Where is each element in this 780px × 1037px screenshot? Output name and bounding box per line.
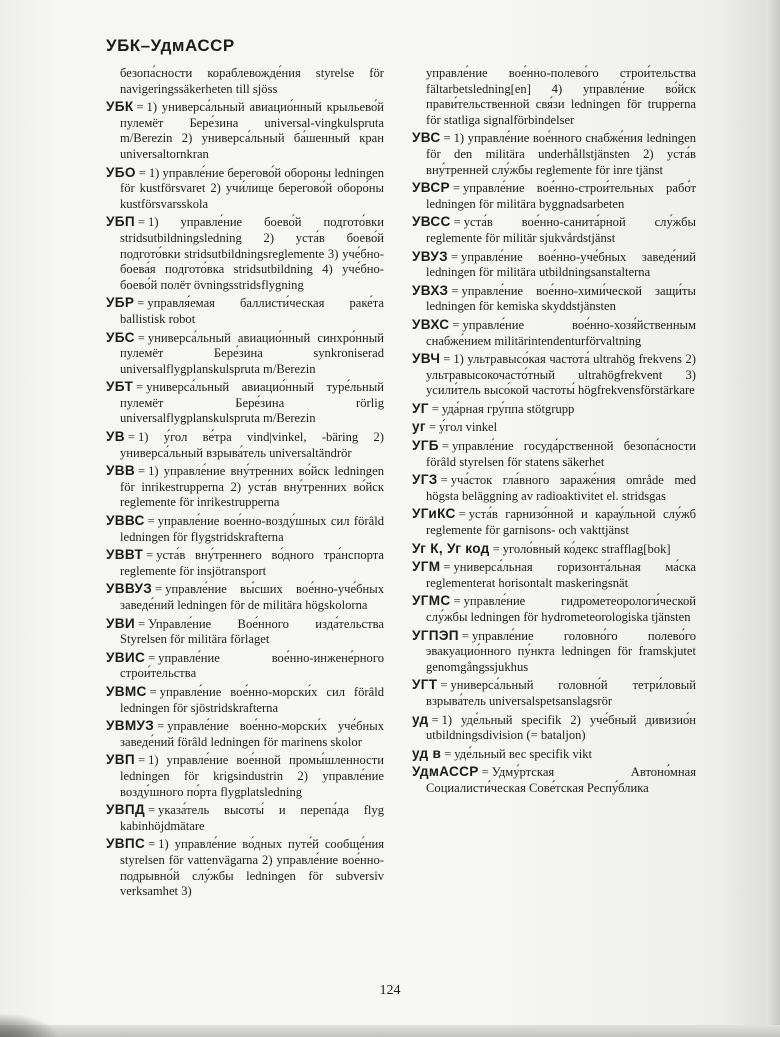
equals-sign: = xyxy=(137,753,146,768)
dictionary-entry xyxy=(412,66,696,128)
equals-sign: = xyxy=(148,650,156,665)
dictionary-entry xyxy=(106,684,384,716)
entry-abbreviation: УГЗ xyxy=(412,472,438,488)
entry-abbreviation: УВПД xyxy=(106,802,145,818)
entry-definition: Управле́ние Вое́нного изда́тельства Styrelsen för militära förlaget xyxy=(120,616,384,647)
entry-definition: безопа́сности кораблевожде́ния styrelse för navigeringssäkerheten till sjöss xyxy=(120,66,384,96)
equals-sign: = xyxy=(137,215,146,230)
dictionary-entry xyxy=(106,718,384,750)
equals-sign: = xyxy=(147,514,155,529)
entry-definition: управле́ние гидрометеорологи́ческой слу́жбы ledningen för hydrometeorologiska tjänsten xyxy=(426,594,696,624)
entry-abbreviation: Уг К, Уг код xyxy=(412,540,490,556)
dictionary-entry xyxy=(412,559,696,591)
equals-sign: = xyxy=(461,628,469,643)
entry-definition: указа́тель высоты́ и перепа́да flyg kabinhöjdmätare xyxy=(120,803,384,833)
entry-definition: управле́ние вое́нно-инжене́рного строи́тельства xyxy=(120,650,384,681)
entry-definition: уста́в вое́нно-санита́рной слу́жбы reglemente för militär sjukvårdstjänst xyxy=(426,215,696,245)
dictionary-entry xyxy=(106,463,384,511)
equals-sign: = xyxy=(137,296,145,311)
equals-sign: = xyxy=(428,420,436,435)
equals-sign: = xyxy=(147,803,156,818)
equals-sign: = xyxy=(431,712,439,727)
entry-definition: 1) у́гол ве́тра vind|vinkel, -bäring 2) универса́льный взрыва́тель universaltändrör xyxy=(120,430,384,460)
equals-sign: = xyxy=(481,765,489,780)
dictionary-entry xyxy=(412,712,696,744)
entry-abbreviation: УВСС xyxy=(412,214,451,230)
equals-sign: = xyxy=(451,283,459,298)
entry-definition: управле́ние вы́сших вое́нно-уче́бных заведе́ний ledningen för de militära högskolorna xyxy=(120,582,384,612)
dictionary-entry xyxy=(412,764,696,796)
dictionary-entry xyxy=(106,802,384,834)
page-bottom-shadow xyxy=(0,1025,780,1037)
running-header: УБК–УдмАССР xyxy=(106,36,235,55)
entry-definition: управле́ние вое́нно-морски́х сил förâld ledningen för sjöstridskrafterna xyxy=(120,684,384,715)
dictionary-entry xyxy=(412,628,696,676)
equals-sign: = xyxy=(136,380,144,395)
entry-abbreviation: УдмАССР xyxy=(412,764,479,780)
dictionary-entry xyxy=(106,99,384,162)
dictionary-entry xyxy=(412,472,696,504)
entry-definition: уста́в вну́треннего во́дного тра́нспорта reglemente för insjötransport xyxy=(120,548,384,578)
dictionary-entry xyxy=(412,506,696,538)
equals-sign: = xyxy=(453,215,461,230)
entry-abbreviation: УВВ xyxy=(106,463,135,479)
equals-sign: = xyxy=(431,401,439,416)
entry-definition: 1) управле́ние берегово́й обороны ledningen för kustförsvaret 2) учи́лище берегово́й оборо́ны kustförsvarsskola xyxy=(120,165,384,211)
entry-abbreviation: УГБ xyxy=(412,438,439,454)
equals-sign: = xyxy=(138,165,146,180)
equals-sign: = xyxy=(443,131,451,146)
entry-definition: 1) универса́льный авиацио́нный крыльево́й пулемёт Бере́зина universal-vingkulspruta m/Berezin 2) универса́льный ба́шенный кран universaltornkran xyxy=(120,100,384,161)
entry-abbreviation: УГМ xyxy=(412,559,441,575)
entry-definition: универса́льный авиацио́нный туре́льный пулемёт Бере́зина rörlig universalflygplanskulspruta m/Berezin xyxy=(120,380,384,426)
entry-abbreviation: УВС xyxy=(412,130,441,146)
entry-definition: универса́льный головно́й тетри́ловый взрыва́тель universalspetsanslagsrör xyxy=(426,678,696,708)
entry-definition: уста́в гарнизо́нной и карау́льной слу́жб reglemente för garnisons- och vakttjänst xyxy=(426,507,696,538)
entry-abbreviation: УБК xyxy=(106,99,134,115)
dictionary-entry xyxy=(412,593,696,625)
equals-sign: = xyxy=(148,837,156,852)
equals-sign: = xyxy=(149,684,157,699)
entry-definition: управле́ние вое́нно-полево́го строи́тельства fältarbetsledning[en] 4) управле́ние во́йск прави́тельственной свя́зи ledningen för trupperna för statliga signalförbindelser xyxy=(426,66,696,127)
entry-definition: 1) управле́ние во́дных путе́й сообще́ния styrelsen för vattenvägarna 2) управле́ние вое́нно-подрывно́й слу́жбы ledningen för subversiv verksamhet 3) xyxy=(120,837,384,899)
entry-definition: уча́сток гла́вного зараже́ния område med högsta beläggning av radioaktivitet el. stridsgas xyxy=(426,473,696,503)
equals-sign: = xyxy=(492,541,500,556)
dictionary-entry xyxy=(106,295,384,327)
dictionary-entry xyxy=(106,752,384,800)
entry-abbreviation: УГиКС xyxy=(412,506,456,522)
dictionary-entry xyxy=(412,541,696,558)
dictionary-entry xyxy=(106,650,384,682)
dictionary-entry xyxy=(106,66,384,97)
entry-definition: 1) управле́ние вое́нного снабже́ния ledningen för den militära underhållstjänsten 2) уста́в вну́тренней слу́жбы reglemente för inre tjänst xyxy=(426,131,696,177)
entry-definition: 1) уде́льный specifik 2) уче́бный дивизио́н utbildningsdivision (= bataljon) xyxy=(426,712,696,743)
dictionary-entry xyxy=(106,429,384,461)
entry-abbreviation: УГТ xyxy=(412,677,438,693)
equals-sign: = xyxy=(155,582,163,597)
entry-definition: у́гол vinkel xyxy=(438,420,498,435)
dictionary-entry xyxy=(412,214,696,246)
equals-sign: = xyxy=(443,560,451,575)
entry-abbreviation: УВВС xyxy=(106,513,145,529)
entry-definition: управле́ние вое́нно-морски́х уче́бных заведе́ний förâld ledningen för marinens skolor xyxy=(120,719,384,749)
entry-abbreviation: уг xyxy=(412,419,426,435)
entry-abbreviation: УБР xyxy=(106,295,135,311)
dictionary-entry xyxy=(412,283,696,315)
dictionary-entry xyxy=(106,165,384,213)
equals-sign: = xyxy=(127,430,135,445)
left-column xyxy=(106,66,384,902)
entry-abbreviation: уд xyxy=(412,711,429,727)
entry-abbreviation: УБО xyxy=(106,164,136,180)
entry-abbreviation: УВМУЗ xyxy=(106,718,155,734)
equals-sign: = xyxy=(137,616,146,631)
equals-sign: = xyxy=(138,464,146,479)
equals-sign: = xyxy=(452,181,460,196)
equals-sign: = xyxy=(157,719,165,734)
entry-definition: управле́ние вое́нно-возду́шных сил förâld ledningen för flygstridskrafterna xyxy=(120,514,384,544)
equals-sign: = xyxy=(440,678,448,693)
dictionary-entry xyxy=(106,836,384,899)
dictionary-entry xyxy=(106,581,384,613)
dictionary-entry xyxy=(412,419,696,436)
entry-definition: управля́емая баллисти́ческая раке́та ballistisk robot xyxy=(120,296,384,326)
dictionary-entry xyxy=(412,249,696,281)
entry-abbreviation: УВЧ xyxy=(412,351,441,367)
entry-definition: 1) управле́ние боево́й подгото́вки stridsutbildningsledning 2) уста́в боево́й подгото́вки stridsutbildningsreglemente 3) уче́бно-боева́я подгото́вка stridsutbildning 4) уче́бно-боево́й полёт övningsstridsflygning xyxy=(120,215,384,292)
dictionary-entry xyxy=(106,513,384,545)
entry-definition: управле́ние госуда́рственной безопа́сности förâld styrelsen för statens säkerhet xyxy=(426,439,696,469)
entry-definition: уда́рная гру́ппа stötgrupp xyxy=(441,401,575,416)
entry-definition: универса́льный авиацио́нный синхро́нный пулемёт Бере́зина synkroniserad universalflygplanskulspruta m/Berezin xyxy=(120,330,384,376)
dictionary-entry xyxy=(106,616,384,648)
dictionary-entry xyxy=(412,351,696,399)
entry-abbreviation: УВП xyxy=(106,752,135,768)
equals-sign: = xyxy=(137,330,145,345)
equals-sign: = xyxy=(136,100,144,115)
entry-abbreviation: УГ xyxy=(412,400,429,416)
dictionary-entry xyxy=(412,130,696,178)
equals-sign: = xyxy=(443,352,451,367)
entry-abbreviation: уд в xyxy=(412,745,442,761)
entry-abbreviation: УВХС xyxy=(412,316,450,332)
page-edge-shadow xyxy=(766,0,780,1037)
equals-sign: = xyxy=(453,594,461,609)
entry-abbreviation: УВПС xyxy=(106,836,146,852)
entry-abbreviation: УВСР xyxy=(412,180,450,196)
entry-definition: Удму́ртская Автоно́мная Социалисти́ческая Сове́тская Респу́блика xyxy=(426,765,696,795)
entry-abbreviation: УГМС xyxy=(412,593,451,609)
entry-abbreviation: УВХЗ xyxy=(412,282,449,298)
dictionary-entry xyxy=(412,677,696,709)
dictionary-entry xyxy=(106,214,384,293)
dictionary-entry xyxy=(412,746,696,763)
entry-definition: управле́ние головно́го полево́го эвакуацио́нного пу́нкта ledningen för framskjutet genomgångssjukhus xyxy=(426,628,696,674)
entry-abbreviation: УБС xyxy=(106,329,135,345)
entry-abbreviation: УБТ xyxy=(106,379,134,395)
entry-abbreviation: УВ xyxy=(106,429,125,445)
entry-definition: 1) ультравысо́кая частота́ ultrahög frekvens 2) ультравысокочасто́тный ultrahögfrekvent 3) усили́тель высо́кой частоты́ högfrekvensförstärkare xyxy=(426,352,696,398)
equals-sign: = xyxy=(440,473,448,488)
entry-abbreviation: УВИС xyxy=(106,649,146,665)
dictionary-entry xyxy=(412,180,696,212)
entry-definition: уголо́вный ко́декс strafflag[bok] xyxy=(502,541,671,556)
entry-definition: уде́льный вес specifik vikt xyxy=(454,746,593,761)
dictionary-entry xyxy=(106,379,384,427)
dictionary-entry xyxy=(412,438,696,470)
page-corner-shadow xyxy=(0,1013,60,1037)
entry-definition: универса́льная горизонта́льная ма́ска reglementerat horisontalt maskeringsnät xyxy=(426,560,696,590)
equals-sign: = xyxy=(452,317,460,332)
entry-abbreviation: УВВУЗ xyxy=(106,581,153,597)
equals-sign: = xyxy=(450,249,459,264)
equals-sign: = xyxy=(444,746,452,761)
entry-abbreviation: УВВТ xyxy=(106,547,144,563)
entry-definition: управле́ние вое́нно-хими́ческой защи́ты ledningen för kemiska skyddstjänsten xyxy=(426,283,696,314)
entry-definition: управле́ние вое́нно-хозя́йственным снабже́нием militärintendenturförvaltning xyxy=(426,317,696,348)
entry-definition: 1) управле́ние вну́тренних во́йск ledningen för inrikestrupperna 2) уста́в вну́тренних во́йск reglemente för inrikestrupperna xyxy=(120,464,384,510)
right-column xyxy=(412,66,696,799)
equals-sign: = xyxy=(441,439,449,454)
entry-abbreviation: УВМС xyxy=(106,683,147,699)
entry-definition: управле́ние вое́нно-уче́бных заведе́ний ledningen för militära utbildningsanstalterna xyxy=(426,249,696,280)
entry-abbreviation: УБП xyxy=(106,214,135,230)
entry-definition: 1) управле́ние вое́нной промы́шленности ledningen för krigsindustrin 2) управле́ние возду́шного по́рта flygplatsledning xyxy=(120,753,384,799)
equals-sign: = xyxy=(146,548,154,563)
equals-sign: = xyxy=(458,507,466,522)
dictionary-entry xyxy=(412,317,696,349)
dictionary-entry xyxy=(106,547,384,579)
dictionary-entry xyxy=(106,330,384,378)
entry-abbreviation: УВУЗ xyxy=(412,248,448,264)
entry-definition: управле́ние вое́нно-строи́тельных рабо́т ledningen för militära byggnadsarbeten xyxy=(426,181,696,211)
page-number: 124 xyxy=(379,983,401,998)
dictionary-entry xyxy=(412,401,696,418)
entry-abbreviation: УГПЭП xyxy=(412,627,459,643)
entry-abbreviation: УВИ xyxy=(106,615,135,631)
